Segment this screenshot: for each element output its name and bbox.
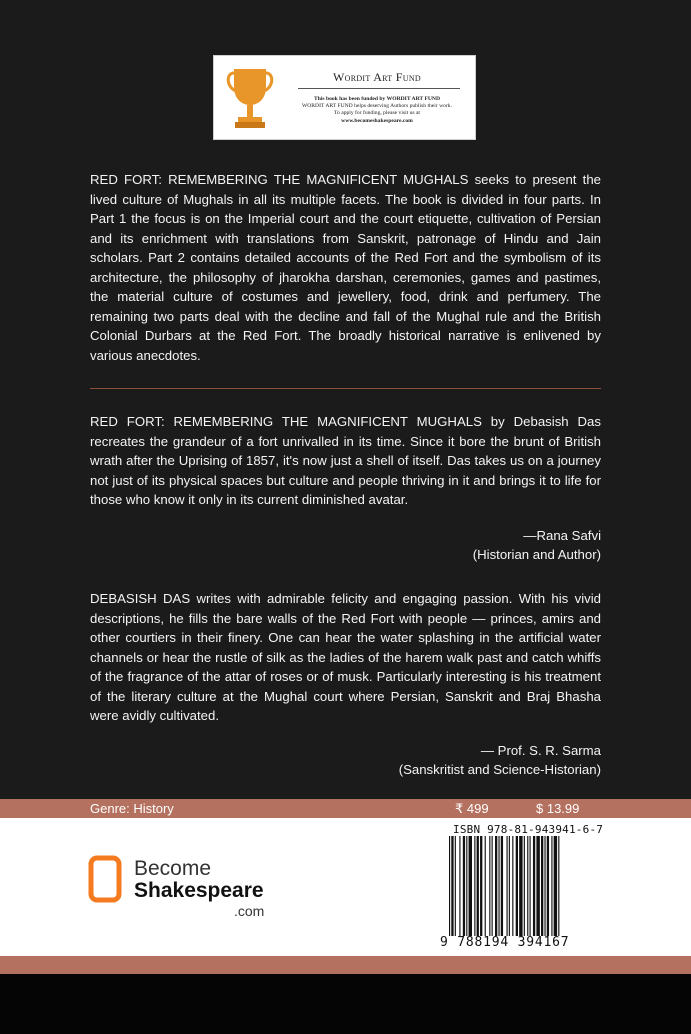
barcode-bar — [524, 836, 525, 936]
barcode-bar — [477, 836, 479, 936]
fund-line-2: WORDIT ART FUND helps deserving Authors publish their work. — [301, 103, 452, 109]
logo-become: Become — [134, 857, 212, 880]
barcode-bar — [509, 836, 510, 936]
isbn-label: ISBN 978-81-943941-6-7 — [453, 823, 604, 836]
barcode-bar — [512, 836, 513, 936]
barcode-bar — [459, 836, 460, 936]
review1-role: (Historian and Author) — [472, 547, 601, 562]
genre-price-band — [0, 799, 691, 818]
barcode-bar — [516, 836, 518, 936]
barcode-bar — [558, 836, 559, 936]
barcode-bar — [554, 836, 557, 936]
barcode-bar — [519, 836, 522, 936]
isbn-barcode — [449, 836, 601, 936]
barcode-bar — [489, 836, 490, 936]
review-rana-safvi: RED FORT: REMEMBERING THE MAGNIFICENT MUGHALS by Debasish Das recreates the grandeur of a fort unrivalled in its time. Since it bore the brunt of British wrath after the Uprising of 1857, it's now just a shell of itself. Das takes us on a journey not just of its physical spaces but culture and people thriving in it and brings it to life for those who know it only in its current diminished avatar. — [90, 414, 601, 507]
fund-line-1: This book has been funded by WORDIT ART FUND — [313, 96, 440, 102]
barcode-bar — [527, 836, 528, 936]
barcode-bar — [495, 836, 497, 936]
barcode-bar — [480, 836, 482, 936]
fund-title: Wordit Art Fund — [332, 70, 422, 84]
logo-shakespeare: Shakespeare — [134, 879, 264, 902]
fund-divider — [298, 88, 460, 89]
barcode-bar — [463, 836, 465, 936]
trophy-icon — [224, 65, 276, 131]
logo-dotcom: .com — [234, 903, 265, 919]
barcode-bar — [451, 836, 453, 936]
review1-author: —Rana Safvi — [523, 528, 601, 543]
review2-author: — Prof. S. R. Sarma — [480, 743, 601, 758]
barcode-bar — [455, 836, 456, 936]
barcode-bar — [541, 836, 543, 936]
book-logo-icon — [88, 855, 122, 903]
barcode-bar — [449, 836, 450, 936]
barcode-bar — [533, 836, 535, 936]
barcode-bar — [469, 836, 472, 936]
review2-role: (Sanskritist and Science-Historian) — [398, 762, 601, 777]
section-divider — [90, 388, 601, 389]
barcode-bar — [492, 836, 493, 936]
barcode-bar — [551, 836, 552, 936]
barcode-bar — [530, 836, 531, 936]
barcode-bar — [498, 836, 499, 936]
fund-line-4: www.becomeshakespeare.com — [341, 118, 413, 124]
book-blurb: RED FORT: REMEMBERING THE MAGNIFICENT MUGHALS seeks to present the lived culture of Mughals in all its multiple facets. The book is divided in four parts. In Part 1 the focus is on the Imperial court and the court etiquette, cultivation of Persian and its enrichment with translations from Sanskrit, patronage of Hindu and Jain scholars. Part 2 contains detailed accounts of the Red Fort and the symbolism of its architecture, the philosophy of jharokha darshan, ceremonies, games and pastimes, the material culture of costumes and jewellery, food, drink and perfumery. The remaining two parts deal with the decline and fall of the Mughal rule and the British Colonial Durbars at the Red Fort. The broadly historical narrative is enlivened by various anecdotes. — [90, 172, 601, 363]
price-usd: $ 13.99 — [536, 801, 580, 816]
barcode-bar — [485, 836, 486, 936]
barcode-bar — [466, 836, 467, 936]
barcode-bar — [547, 836, 549, 936]
review-sr-sarma: DEBASISH DAS writes with admirable felicity and engaging passion. With his vivid descriptions, he fills the bare walls of the Red Fort with people — princes, amirs and other courtiers in their finery. One can hear the water splashing in the artificial water channels or hear the rustle of silk as the ladies of the harem walk past and catch whiffs of the fragrance of the attar of roses or of musk. Particularly interesting is his treatment of the literary culture at the Mughal court where Persian, Sanskrit and Braj Bhasha were avidly cultivated. — [90, 591, 601, 723]
barcode-bar — [474, 836, 475, 936]
barcode-bar — [507, 836, 508, 936]
barcode-bar — [501, 836, 503, 936]
price-inr: ₹ 499 — [455, 801, 489, 816]
barcode-bar — [536, 836, 539, 936]
fund-line-3: To apply for funding, please visit us at — [334, 110, 420, 116]
bottom-band — [0, 956, 691, 974]
genre-label: Genre: History — [90, 801, 174, 816]
barcode-bar — [544, 836, 545, 936]
wordit-art-fund-badge — [213, 55, 476, 140]
barcode-digits: 9 788194 394167 — [440, 935, 570, 950]
